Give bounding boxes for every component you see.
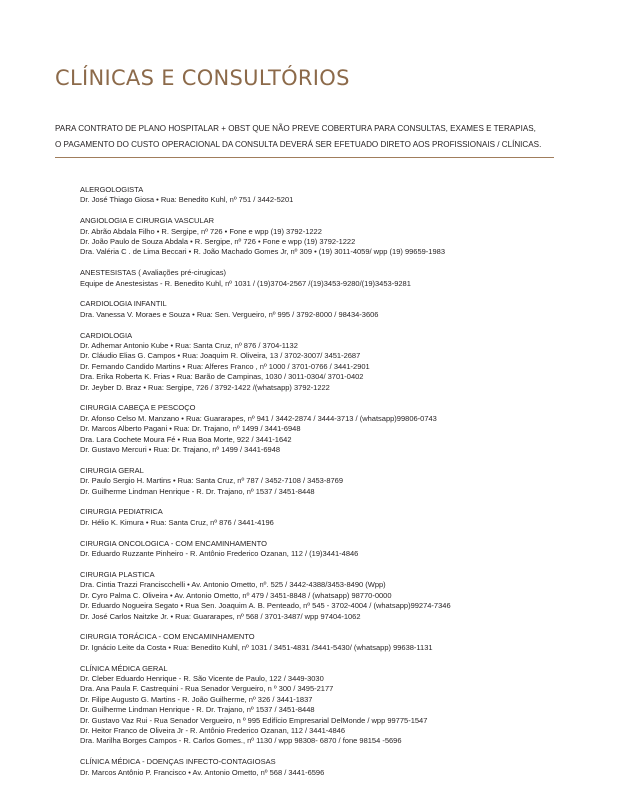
doctor-entry: Dr. Gustavo Vaz Rui - Rua Senador Vergueiro, n º 995 Edifício Empresarial DelMonde / wpp 99775-1547 — [80, 715, 428, 725]
divider — [55, 157, 554, 158]
specialty-heading: CARDIOLOGIA INFANTIL — [80, 299, 167, 309]
specialty-section — [80, 268, 610, 289]
doctor-entry: Dr. Filipe Augusto G. Martins - R. João Guilherme, nº 326 / 3441-1837 — [80, 694, 313, 704]
specialty-heading: CIRURGIA PEDIATRICA — [80, 507, 163, 517]
specialty-section — [80, 216, 610, 258]
specialty-heading: CIRURGIA GERAL — [80, 465, 144, 475]
doctor-entry: Dr. Adhemar Antonio Kube • Rua: Santa Cruz, nº 876 / 3704-1132 — [80, 341, 298, 351]
specialty-heading: ANESTESISTAS ( Avaliações pré-cirugicas) — [80, 268, 227, 278]
doctor-entry: Dra. Valéria C . de Lima Beccari • R. João Machado Gomes Jr, nº 309 • (19) 3011-4059/ wpp (19) 99659-1983 — [80, 247, 445, 257]
specialty-section — [80, 664, 610, 747]
doctor-entry: Dr. Guilherme Lindman Henrique - R. Dr. Trajano, nº 1537 / 3451-8448 — [80, 486, 315, 496]
doctor-entry: Dr. Afonso Celso M. Manzano • Rua: Guararapes, nº 941 / 3442-2874 / 3444-3713 / (whatsapp)99806-0743 — [80, 413, 437, 423]
doctor-entry: Dr. José Carlos Naitzke Jr. • Rua: Guararapes, nº 568 / 3701-3487/ wpp 97404-1062 — [80, 611, 361, 621]
specialty-section — [80, 632, 610, 653]
notice-line: O PAGAMENTO DO CUSTO OPERACIONAL DA CONSULTA DEVERÁ SER EFETUADO DIRETO AOS PROFISSIONAIS / CLÍNICAS. — [55, 140, 542, 149]
specialty-heading: CIRURGIA CABEÇA E PESCOÇO — [80, 403, 196, 413]
doctor-entry: Dr. José Thiago Giosa • Rua: Benedito Kuhl, nº 751 / 3442-5201 — [80, 195, 294, 205]
doctor-entry: Dr. Guilherme Lindman Henrique - R. Dr. Trajano, nº 1537 / 3451-8448 — [80, 705, 315, 715]
clinic-directory — [80, 185, 610, 788]
payment-notice — [55, 121, 615, 153]
doctor-entry: Dr. Paulo Sergio H. Martins • Rua: Santa Cruz, nº 787 / 3452-7108 / 3453-8769 — [80, 476, 344, 486]
doctor-entry: Dra. Erika Roberta K. Frias • Rua: Barão de Campinas, 1030 / 3011-0304/ 3701-0402 — [80, 372, 364, 382]
specialty-heading: CLÍNICA MÉDICA - DOENÇAS INFECTO-CONTAGIOSAS — [80, 757, 276, 767]
specialty-section — [80, 539, 610, 560]
doctor-entry: Dr. Ignácio Leite da Costa • Rua: Benedito Kuhl, nº 1031 / 3451-4831 /3441-5430/ (whatsapp) 99638-1131 — [80, 642, 433, 652]
specialty-section — [80, 299, 610, 320]
specialty-heading: CARDIOLOGIA — [80, 330, 133, 340]
doctor-entry: Dr. Cyro Palma C. Oliveira • Av. Antonio Ometto, nº 479 / 3451-8848 / (whatsapp) 98770-0000 — [80, 590, 392, 600]
doctor-entry: Dr. Eduardo Nogueira Segato • Rua Sen. Joaquim A. B. Penteado, nº 545 - 3702-4004 / (whatsapp)99274-7346 — [80, 601, 451, 611]
doctor-entry: Dr. Marcos Antônio P. Francisco • Av. Antonio Ometto, nº 568 / 3441-6596 — [80, 767, 325, 777]
doctor-entry: Dra. Ana Paula F. Castrequini - Rua Senador Vergueiro, n º 300 / 3495-2177 — [80, 684, 334, 694]
specialty-section — [80, 507, 610, 528]
doctor-entry: Dr. Jeyber D. Braz • Rua: Sergipe, 726 / 3792-1422 /(whatsapp) 3792-1222 — [80, 382, 330, 392]
doctor-entry: Equipe de Anestesistas - R. Benedito Kuhl, nº 1031 / (19)3704-2567 /(19)3453-9280/(19)3453-9281 — [80, 278, 411, 288]
doctor-entry: Dra. Cintia Trazzi Franciscchelli • Av. Antonio Ometto, nº. 525 / 3442-4388/3453-8490 (Wpp) — [80, 580, 386, 590]
doctor-entry: Dra. Marilha Borges Campos - R. Carlos Gomes., nº 1130 / wpp 98308- 6870 / fone 98154 -5696 — [80, 736, 402, 746]
doctor-entry: Dr. Heitor Franco de Oliveira Jr - R. Antônio Frederico Ozanan, 112 / 3441-4846 — [80, 725, 345, 735]
specialty-heading: CIRURGIA TORÁCICA - COM ENCAMINHAMENTO — [80, 632, 255, 642]
doctor-entry: Dr. Eduardo Ruzzante Pinheiro - R. Antônio Frederico Ozanan, 112 / (19)3441-4846 — [80, 549, 359, 559]
specialty-heading: CIRURGIA PLASTICA — [80, 569, 155, 579]
specialty-heading: CLÍNICA MÉDICA GERAL — [80, 663, 168, 673]
doctor-entry: Dra. Vanessa V. Moraes e Souza • Rua: Sen. Vergueiro, nº 995 / 3792-8000 / 98434-3606 — [80, 309, 379, 319]
doctor-entry: Dr. Hélio K. Kimura • Rua: Santa Cruz, nº 876 / 3441-4196 — [80, 517, 274, 527]
doctor-entry: Dr. Marcos Alberto Pagani • Rua: Dr. Trajano, nº 1499 / 3441-6948 — [80, 424, 301, 434]
doctor-entry: Dr. Fernando Candido Martins • Rua: Alferes Franco , nº 1000 / 3701-0766 / 3441-2901 — [80, 361, 370, 371]
specialty-heading: CIRURGIA ONCOLOGICA - COM ENCAMINHAMENTO — [80, 538, 267, 548]
specialty-section — [80, 466, 610, 497]
page-title: CLÍNICAS E CONSULTÓRIOS — [55, 66, 350, 90]
doctor-entry: Dr. Cláudio Elias G. Campos • Rua: Joaquim R. Oliveira, 13 / 3702-3007/ 3451-2687 — [80, 351, 361, 361]
specialty-section — [80, 331, 610, 393]
specialty-section — [80, 403, 610, 455]
specialty-section — [80, 757, 610, 778]
notice-line: PARA CONTRATO DE PLANO HOSPITALAR + OBST QUE NÃO PREVE COBERTURA PARA CONSULTAS, EXAMES E TERAPIAS, — [55, 124, 536, 133]
specialty-heading: ANGIOLOGIA E CIRURGIA VASCULAR — [80, 216, 215, 226]
doctor-entry: Dr. Gustavo Mercuri • Rua: Dr. Trajano, nº 1499 / 3441-6948 — [80, 445, 281, 455]
doctor-entry: Dr. Cleber Eduardo Henrique - R. São Vicente de Paulo, 122 / 3449-3030 — [80, 673, 324, 683]
doctor-entry: Dr. Abrão Abdala Filho • R. Sergipe, nº 726 • Fone e wpp (19) 3792-1222 — [80, 226, 322, 236]
doctor-entry: Dra. Lara Cochete Moura Fé • Rua Boa Morte, 922 / 3441-1642 — [80, 434, 292, 444]
doctor-entry: Dr. João Paulo de Souza Abdala • R. Sergipe, nº 726 • Fone e wpp (19) 3792-1222 — [80, 237, 356, 247]
specialty-section — [80, 570, 610, 622]
specialty-section — [80, 185, 610, 206]
specialty-heading: ALERGOLOGISTA — [80, 185, 144, 194]
